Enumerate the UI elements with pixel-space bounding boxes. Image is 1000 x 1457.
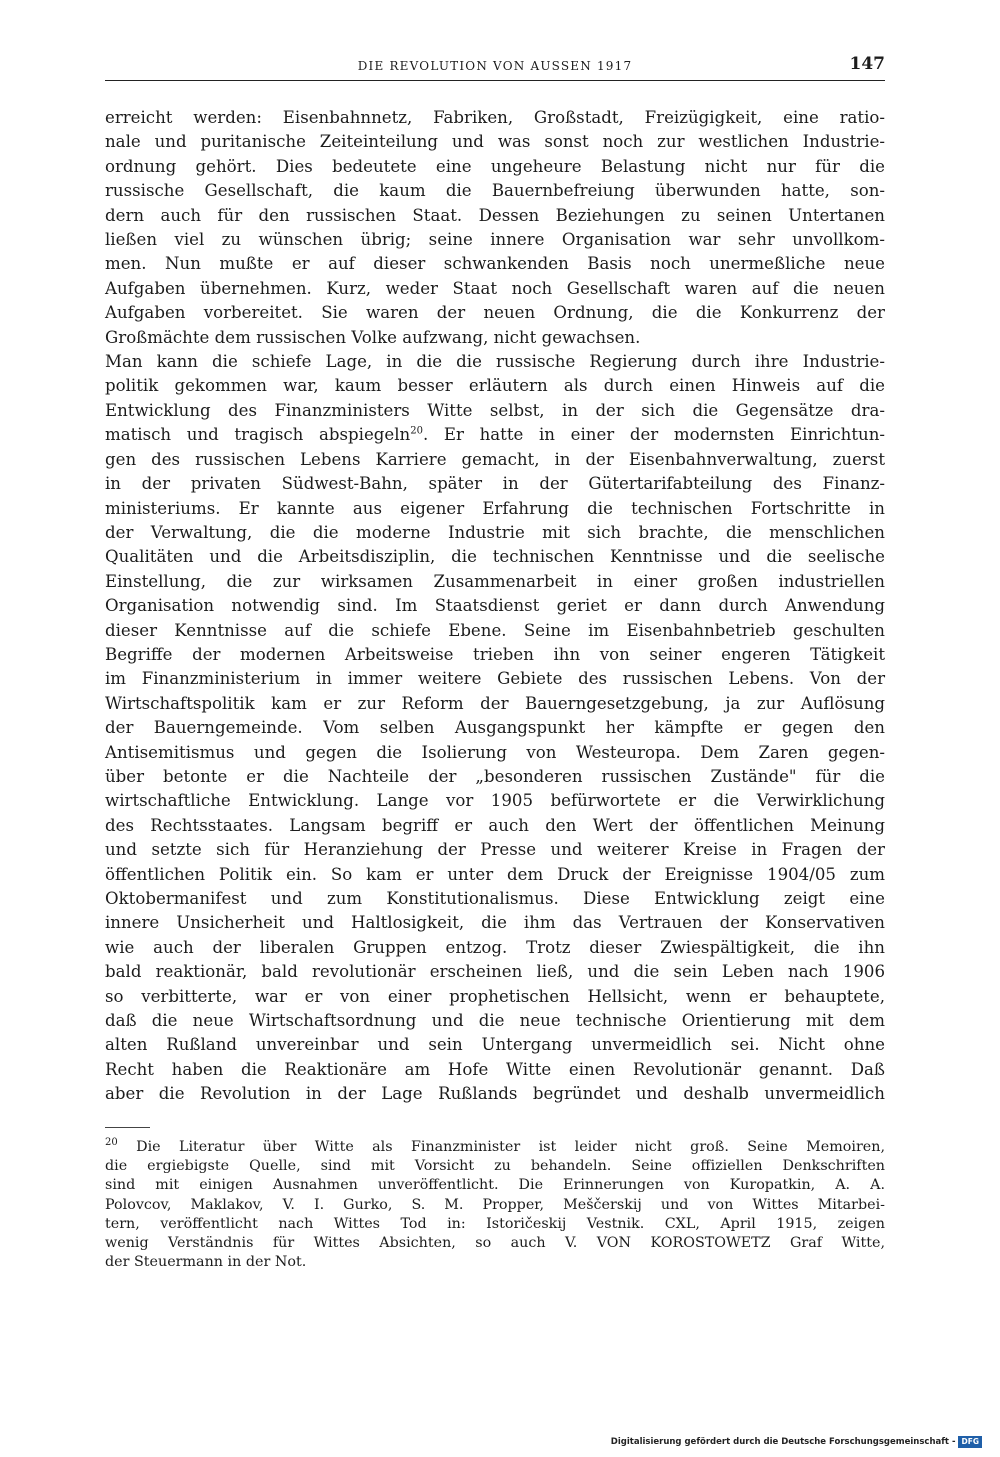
text-line: wirtschaftliche Entwicklung. Lange vor 1905 befürwortete er die Verwirklichung (105, 791, 885, 811)
text-line: Organisation notwendig sind. Im Staatsdienst geriet er dann durch Anwendung (105, 596, 885, 616)
dfg-logo-icon: DFG (958, 1436, 982, 1448)
text-line: so verbitterte, war er von einer prophetischen Hellsicht, wenn er behauptete, (105, 986, 885, 1006)
text-line: der Verwaltung, die die moderne Industrie mit sich brachte, die menschlichen (105, 522, 885, 542)
footnote-line: tern, veröffentlicht nach Wittes Tod in: Istoričeskij Vestnik. CXL, April 1915, zeigen (105, 1215, 885, 1232)
text-segment: Die Literatur über Witte als Finanzminister ist leider nicht groß. Seine Memoiren, (117, 1139, 885, 1155)
credit-text: Digitalisierung gefördert durch die Deutsche Forschungsgemeinschaft - (610, 1437, 956, 1447)
footnote-line: Polovcov, Maklakov, V. I. Gurko, S. M. Propper, Meščerskij und von Wittes Mitarbei- (105, 1196, 885, 1213)
text-line: politik gekommen war, kaum besser erläutern als durch einen Hinweis auf die (105, 376, 885, 396)
text-segment: . Er hatte in einer der modernsten Einrichtun- (422, 425, 886, 445)
text-line: öffentlichen Politik ein. So kam er unter dem Druck der Ereignisse 1904/05 zum (105, 864, 885, 884)
footnote-line (105, 1138, 885, 1157)
running-title: DIE REVOLUTION VON AUSSEN 1917 (357, 59, 633, 73)
footnote-line: sind mit einigen Ausnahmen unveröffentlicht. Die Erinnerungen von Kuropatkin, A. A. (105, 1177, 885, 1194)
text-line: in der privaten Südwest-Bahn, später in der Gütertarifabteilung des Finanz- (105, 474, 885, 494)
text-line: erreicht werden: Eisenbahnnetz, Fabriken, Großstadt, Freizügigkeit, eine ratio- (105, 108, 885, 127)
text-line: ließen viel zu wünschen übrig; seine innere Organisation war sehr unvollkom- (105, 230, 885, 250)
body-text (105, 106, 885, 1107)
running-header (105, 54, 885, 81)
text-line: Man kann die schiefe Lage, in die die russische Regierung durch ihre Industrie- (105, 352, 885, 372)
text-line: dieser Kenntnisse auf die schiefe Ebene. Seine im Eisenbahnbetrieb geschulten (105, 620, 885, 640)
footnote-reference[interactable]: 20 (410, 425, 423, 437)
text-line: russische Gesellschaft, die kaum die Bauernbefreiung überwunden hatte, son- (105, 181, 885, 201)
text-line: bald reaktionär, bald revolutionär erscheinen ließ, und die sein Leben nach 1906 (105, 962, 885, 982)
text-line: men. Nun mußte er auf dieser schwankenden Basis noch unermeßliche neue (105, 254, 885, 274)
text-line: gen des russischen Lebens Karriere gemacht, in der Eisenbahnverwaltung, zuerst (105, 449, 885, 469)
footnote-number: 20 (105, 1137, 118, 1149)
text-line: Aufgaben vorbereitet. Sie waren der neuen Ordnung, die die Konkurrenz der (105, 303, 885, 323)
text-line: Begriffe der modernen Arbeitsweise trieben ihn von seiner engeren Tätigkeit (105, 644, 885, 664)
text-line: aber die Revolution in der Lage Rußlands begründet und deshalb unvermeidlich (105, 1084, 885, 1104)
text-line: Wirtschaftspolitik kam er zur Reform der Bauerngesetzgebung, ja zur Auflösung (105, 693, 885, 713)
text-line: alten Rußland unvereinbar und sein Untergang unvermeidlich sei. Nicht ohne (105, 1035, 885, 1055)
text-line-with-footnote-ref (105, 423, 885, 447)
text-line: innere Unsicherheit und Haltlosigkeit, die ihm das Vertrauen der Konservativen (105, 913, 885, 933)
text-line: im Finanzministerium in immer weitere Gebiete des russischen Lebens. Von der (105, 669, 885, 689)
footnote-line: die ergiebigste Quelle, sind mit Vorsicht zu behandeln. Seine offiziellen Denkschriften (105, 1158, 885, 1175)
text-line: nale und puritanische Zeiteinteilung und was sonst noch zur westlichen Industrie- (105, 132, 885, 152)
digitization-credit (611, 1436, 982, 1448)
footnote-divider (105, 1127, 150, 1128)
page-number: 147 (849, 54, 885, 74)
footnote-line: der Steuermann in der Not. (105, 1254, 307, 1271)
text-line: dern auch für den russischen Staat. Dessen Beziehungen zu seinen Untertanen (105, 205, 885, 225)
text-line: ordnung gehört. Dies bedeutete eine ungeheure Belastung nicht nur für die (105, 156, 885, 176)
text-line: wie auch der liberalen Gruppen entzog. Trotz dieser Zwiespältigkeit, die ihn (105, 937, 885, 957)
text-line: Qualitäten und die Arbeitsdisziplin, die technischen Kenntnisse und die seelische (105, 547, 885, 567)
text-line: Aufgaben übernehmen. Kurz, weder Staat noch Gesellschaft waren auf die neuen (105, 278, 885, 298)
text-line: Oktobermanifest und zum Konstitutionalismus. Diese Entwicklung zeigt eine (105, 889, 885, 908)
text-line: Großmächte dem russischen Volke aufzwang, nicht gewachsen. (105, 327, 641, 347)
text-line: des Rechtsstaates. Langsam begriff er auch den Wert der öffentlichen Meinung (105, 815, 885, 835)
footnote (105, 1138, 885, 1272)
text-line: Antisemitismus und gegen die Isolierung von Westeuropa. Dem Zaren gegen- (105, 742, 885, 762)
text-line: ministeriums. Er kannte aus eigener Erfahrung die technischen Fortschritte in (105, 498, 885, 518)
text-line: der Bauerngemeinde. Vom selben Ausgangspunkt her kämpfte er gegen den (105, 718, 885, 738)
text-line: Recht haben die Reaktionäre am Hofe Witte einen Revolutionär genannt. Daß (105, 1059, 885, 1079)
text-line: daß die neue Wirtschaftsordnung und die neue technische Orientierung mit dem (105, 1011, 885, 1031)
text-line: über betonte er die Nachteile der „besonderen russischen Zustände" für die (105, 766, 885, 786)
text-line: und setzte sich für Heranziehung der Presse und weiterer Kreise in Fragen der (105, 840, 885, 860)
footnote-line: wenig Verständnis für Wittes Absichten, so auch V. VON KOROSTOWETZ Graf Witte, (105, 1235, 885, 1252)
text-line: Entwicklung des Finanzministers Witte selbst, in der sich die Gegensätze dra- (105, 400, 885, 420)
text-line: Einstellung, die zur wirksamen Zusammenarbeit in einer großen industriellen (105, 571, 885, 591)
text-segment: matisch und tragisch abspiegeln (105, 425, 411, 445)
